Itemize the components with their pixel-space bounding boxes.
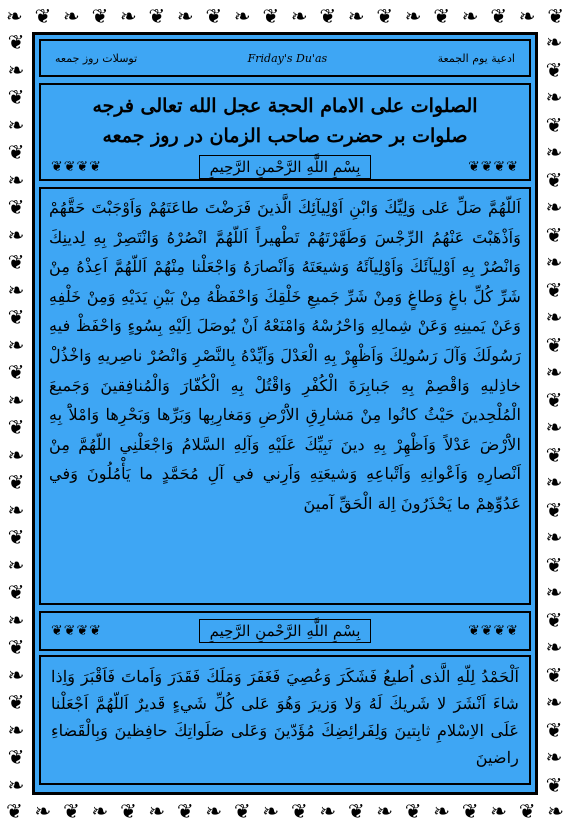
flower-ornament-icon: ❧ bbox=[545, 525, 563, 550]
header-left-label: توسلات روز جمعه bbox=[55, 51, 138, 65]
flower-ornament-icon: ❧ bbox=[7, 332, 25, 357]
flower-ornament-icon: ❦ bbox=[7, 690, 25, 715]
flower-ornament-icon: ❧ bbox=[6, 4, 23, 28]
flower-ornament-icon: ❦ bbox=[34, 4, 52, 28]
flower-ornament-icon: ❧ bbox=[545, 690, 563, 715]
flower-ornament-icon: ❦ bbox=[545, 277, 563, 302]
flower-ornament-icon: ❧ bbox=[7, 662, 25, 687]
flower-ornament-icon: ❦ bbox=[545, 112, 563, 137]
flower-ornament-icon: ❧ bbox=[7, 717, 25, 742]
flower-ornament-icon: ❧ bbox=[233, 4, 251, 28]
flower-ornament-icon: ❦ bbox=[7, 140, 25, 165]
flower-ornament-icon: ❦ bbox=[6, 799, 23, 823]
flower-ornament-icon: ❧ bbox=[7, 167, 25, 192]
title-arabic: الصلوات على الامام الحجة عجل الله تعالى فرجه bbox=[92, 95, 478, 117]
flower-ornament-icon: ❦ bbox=[7, 85, 25, 110]
flower-ornament-icon: ❧ bbox=[545, 140, 563, 165]
flower-ornament-icon: ❦ bbox=[545, 662, 563, 687]
flower-ornament-icon: ❦ bbox=[404, 799, 422, 823]
flower-ornament-icon: ❧ bbox=[545, 415, 563, 440]
flower-ornament-icon: ❦ bbox=[545, 57, 563, 82]
flower-ornament-icon: ❧ bbox=[433, 799, 451, 823]
flower-ornament-icon: ❦ bbox=[62, 799, 80, 823]
flower-ornament-icon: ❦ bbox=[205, 4, 223, 28]
flower-ornament-icon: ❧ bbox=[545, 360, 563, 385]
flower-ornament-icon: ❦ bbox=[545, 552, 563, 577]
flower-ornament-icon: ❦ bbox=[176, 799, 194, 823]
flower-ornament-icon: ❧ bbox=[34, 799, 52, 823]
flower-ornament-icon: ❦❦❦❦ bbox=[468, 623, 519, 639]
flower-ornament-icon: ❧ bbox=[7, 57, 25, 82]
flower-ornament-icon: ❦ bbox=[7, 360, 25, 385]
flower-ornament-icon: ❧ bbox=[119, 4, 137, 28]
flower-ornament-icon: ❦ bbox=[7, 525, 25, 550]
flower-ornament-icon: ❦ bbox=[7, 195, 25, 220]
flower-ornament-icon: ❧ bbox=[148, 799, 166, 823]
flower-ornament-icon: ❦ bbox=[319, 4, 337, 28]
flower-ornament-icon: ❧ bbox=[7, 387, 25, 412]
salawat-text: اَللّهُمَّ صَلِّ عَلى وَلِيِّكَ وَابْنِ اَوْلِيآئِكَ الَّذينَ فَرَضْتَ طاعَتَهُمْ وَاَوْجَبْتَ حَقَّهُمْ وَاَذْهَبْتَ عَنْهُمُ الرِّجْسَ وَطَهَّرْتَهُمْ تَطْهيراً اَللّهُمَّ انْصُرْهُ وَانْتَصِرْ بِهِ لِدينِكَ وَانْصُرْ بِهِ اَوْلِيآئَكَ وَاَوْلِيآئَهُ وَشيعَتَهُ وَاَنْصارَهُ وَاجْعَلْنا مِنْهُمْ اَللّهُمَّ اَعِذْهُ مِنْ شَرِّ كُلِّ باغٍ وَطاغٍ وَمِنْ شَرِّ جَميعِ خَلْقِكَ وَاحْفَظْهُ مِنْ بَيْنِ يَدَيْهِ وَمِنْ خَلْفِهِ وَعَنْ يَمينِهِ وَعَنْ شِمالِهِ وَاحْرُسْهُ وَامْنَعْهُ اَنْ يُوصَلَ اِلَيْهِ بِسُوءٍ وَاحْفَظْ فيهِ رَسُولَكَ وَآلَ رَسُولِكَ وَاَظْهِرْ بِهِ الْعَدْلَ وَاَيِّدْهُ بِالنَّصْرِ وَانْصُرْ ناصِريهِ وَاخْذُلْ خاذِليهِ وَاقْصِمْ بِهِ جَبابِرَةَ الْكُفْرِ وَاقْتُلْ بِهِ الْكُفّارَ وَالْمُنافِقينَ وَجَميعَ الْمُلْحِدينَ حَيْثُ كانُوا مِنْ مَشارِقِ الاَْرْضِ وَمَغارِبِها وَبَرِّها وَبَحْرِها وَامْلاَْ بِهِ الاَْرْضَ عَدْلاً وَاَظْهِرْ بِهِ دينَ نَبِيِّكَ عَلَيْهِ وَآلِهِ السَّلامُ وَاجْعَلْنِي اللّهُمَّ مِنْ اَنْصارِهِ وَاَعْوانِهِ وَاَتْباعِهِ وَشيعَتِهِ وَاَرِني في آلِ مُحَمَّدٍ ما يَأْمُلُونَ وَفي عَدُوِّهِمْ ما يَحْذَرُونَ اِلهَ الْحَقِّ آمينَ bbox=[49, 198, 521, 513]
flower-ornament-icon: ❦ bbox=[7, 415, 25, 440]
flower-ornament-icon: ❧ bbox=[7, 442, 25, 467]
bismillah-row bbox=[51, 155, 519, 179]
flower-ornament-icon: ❦ bbox=[545, 772, 563, 797]
flower-ornament-icon: ❦ bbox=[545, 497, 563, 522]
flower-ornament-icon: ❧ bbox=[545, 580, 563, 605]
flower-ornament-icon: ❧ bbox=[91, 799, 109, 823]
flower-ornament-icon: ❦ bbox=[545, 332, 563, 357]
flower-ornament-icon: ❧ bbox=[545, 470, 563, 495]
flower-ornament-icon: ❧ bbox=[545, 635, 563, 660]
top-ornament-border bbox=[0, 0, 570, 32]
bismillah-text-2: بِسْمِ اللَّهِ الرَّحْمنِ الرَّحِيمِ bbox=[199, 619, 372, 643]
flower-ornament-icon: ❦❦❦❦ bbox=[468, 159, 519, 175]
flower-ornament-icon: ❦ bbox=[545, 167, 563, 192]
flower-ornament-icon: ❧ bbox=[545, 745, 563, 770]
flower-ornament-icon: ❦ bbox=[148, 4, 166, 28]
flower-ornament-icon: ❦ bbox=[545, 387, 563, 412]
flower-ornament-icon: ❦ bbox=[233, 799, 251, 823]
flower-ornament-icon: ❧ bbox=[347, 4, 365, 28]
flower-ornament-icon: ❦ bbox=[7, 250, 25, 275]
flower-ornament-icon: ❧ bbox=[62, 4, 80, 28]
flower-ornament-icon: ❧ bbox=[545, 85, 563, 110]
flower-ornament-icon: ❦ bbox=[461, 799, 479, 823]
hamd-text: اَلْحَمْدُ لِلّهِ الَّذى اُطيعُ فَشَكَرَ وَعُصِيَ فَغَفَرَ وَمَلَكَ فَقَدَرَ وَاَماتَ فَاَقْبَرَ وَاِذا شاءَ اَنْشَرَ لا شَريكَ لَهُ وَلا وَزيرَ وَهُوَ عَلى كُلِّ شَيءٍ قَديرٌ اَللّهُمَّ اَجْعَلْنا عَلَى الاِسْلامِ ثابِتينَ وَلِفَرائِضِكَ مُؤَدّينَ وَعَلى صَلَواتِكَ حافِظينَ وَبِالْقَضاءِ راضينَ bbox=[51, 667, 519, 767]
flower-ornament-icon: ❦ bbox=[433, 4, 451, 28]
flower-ornament-icon: ❧ bbox=[262, 799, 280, 823]
bottom-ornament-border bbox=[0, 795, 570, 827]
flower-ornament-icon: ❧ bbox=[7, 222, 25, 247]
right-ornament-border bbox=[538, 32, 570, 795]
flower-ornament-icon: ❧ bbox=[7, 772, 25, 797]
title-section bbox=[39, 83, 531, 181]
flower-ornament-icon: ❦ bbox=[376, 4, 394, 28]
flower-ornament-icon: ❦ bbox=[347, 799, 365, 823]
flower-ornament-icon: ❦ bbox=[490, 4, 507, 28]
flower-ornament-icon: ❦ bbox=[7, 635, 25, 660]
flower-ornament-icon: ❧ bbox=[545, 305, 563, 330]
flower-ornament-icon: ❦ bbox=[7, 305, 25, 330]
flower-ornament-icon: ❦ bbox=[7, 580, 25, 605]
flower-ornament-icon: ❦ bbox=[518, 799, 536, 823]
title-persian: صلوات بر حضرت صاحب الزمان در روز جمعه bbox=[102, 125, 468, 147]
flower-ornament-icon: ❦❦❦❦ bbox=[51, 623, 102, 639]
flower-ornament-icon: ❦ bbox=[7, 470, 25, 495]
flower-ornament-icon: ❦ bbox=[545, 222, 563, 247]
hamd-text-section bbox=[39, 655, 531, 785]
flower-ornament-icon: ❦❦❦❦ bbox=[51, 159, 102, 175]
flower-ornament-icon: ❧ bbox=[290, 4, 308, 28]
header-center-label: Friday's Du'as bbox=[247, 51, 328, 65]
flower-ornament-icon: ❧ bbox=[547, 799, 564, 823]
salawat-text-section bbox=[39, 187, 531, 605]
flower-ornament-icon: ❧ bbox=[319, 799, 337, 823]
page-header bbox=[39, 39, 531, 77]
flower-ornament-icon: ❦ bbox=[545, 607, 563, 632]
flower-ornament-icon: ❦ bbox=[262, 4, 280, 28]
flower-ornament-icon: ❧ bbox=[490, 799, 507, 823]
flower-ornament-icon: ❦ bbox=[7, 30, 25, 54]
flower-ornament-icon: ❦ bbox=[545, 442, 563, 467]
header-right-label: ادعیة یوم الجمعة bbox=[437, 51, 515, 65]
flower-ornament-icon: ❧ bbox=[7, 112, 25, 137]
flower-ornament-icon: ❧ bbox=[545, 30, 563, 54]
flower-ornament-icon: ❧ bbox=[545, 195, 563, 220]
flower-ornament-icon: ❦ bbox=[545, 717, 563, 742]
left-ornament-border bbox=[0, 32, 32, 795]
flower-ornament-icon: ❦ bbox=[91, 4, 109, 28]
flower-ornament-icon: ❧ bbox=[7, 607, 25, 632]
flower-ornament-icon: ❧ bbox=[7, 277, 25, 302]
content-panel bbox=[32, 32, 538, 795]
flower-ornament-icon: ❦ bbox=[119, 799, 137, 823]
flower-ornament-icon: ❧ bbox=[545, 250, 563, 275]
flower-ornament-icon: ❧ bbox=[376, 799, 394, 823]
bismillah-row-2 bbox=[39, 611, 531, 651]
flower-ornament-icon: ❧ bbox=[7, 552, 25, 577]
flower-ornament-icon: ❧ bbox=[404, 4, 422, 28]
flower-ornament-icon: ❧ bbox=[205, 799, 223, 823]
flower-ornament-icon: ❦ bbox=[547, 4, 564, 28]
flower-ornament-icon: ❧ bbox=[7, 497, 25, 522]
flower-ornament-icon: ❦ bbox=[290, 799, 308, 823]
flower-ornament-icon: ❧ bbox=[518, 4, 536, 28]
flower-ornament-icon: ❦ bbox=[7, 745, 25, 770]
bismillah-text: بِسْمِ اللَّهِ الرَّحْمنِ الرَّحِيمِ bbox=[199, 155, 372, 179]
flower-ornament-icon: ❧ bbox=[176, 4, 194, 28]
flower-ornament-icon: ❧ bbox=[461, 4, 479, 28]
